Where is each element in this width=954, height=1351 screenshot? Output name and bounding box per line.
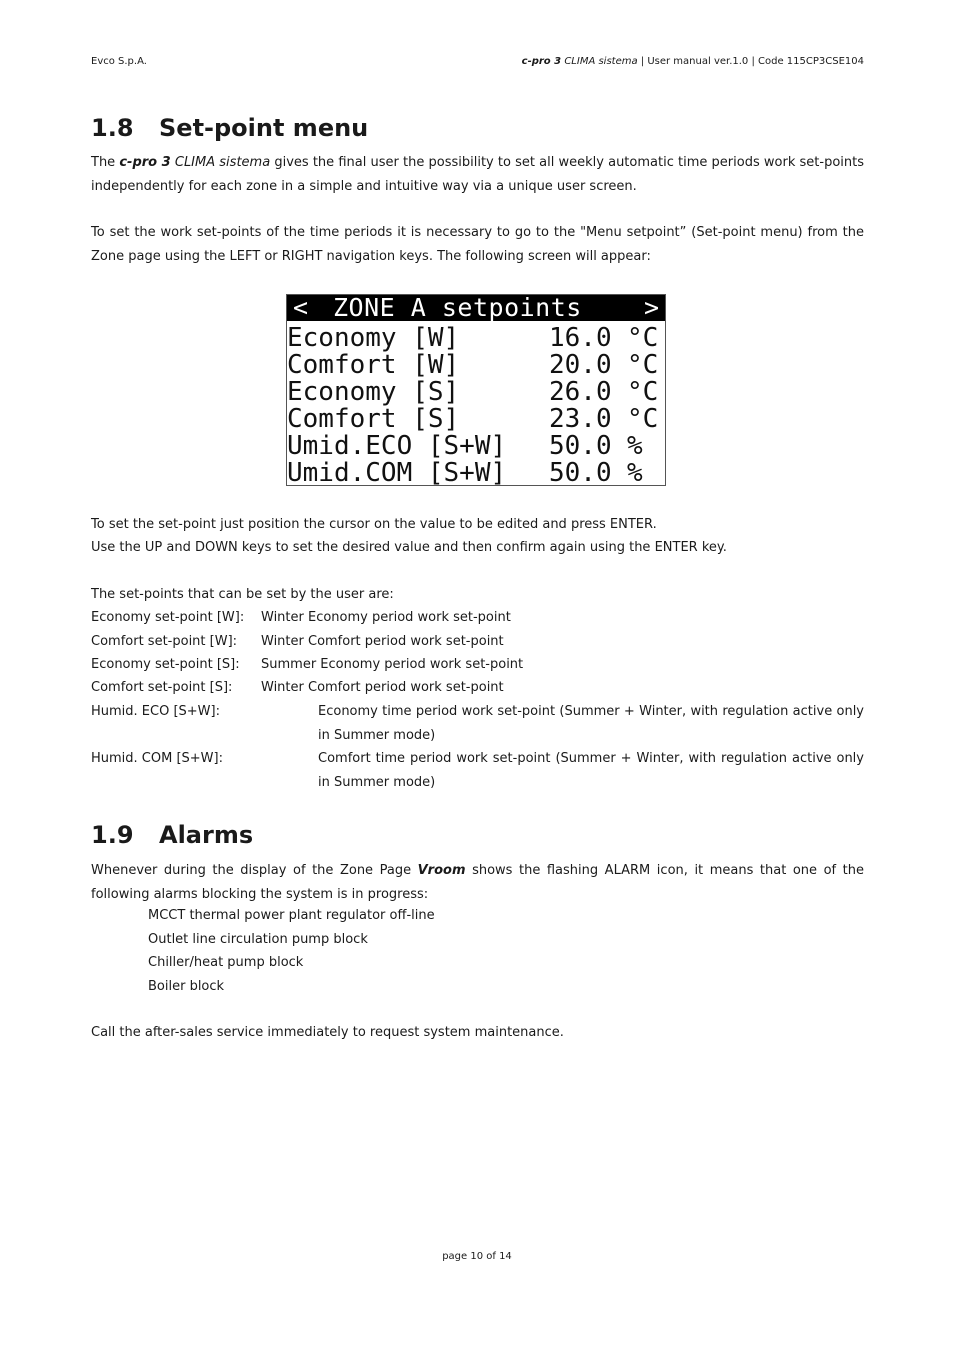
lcd-row-comfort-winter bbox=[287, 352, 666, 379]
section-title: Set-point menu bbox=[159, 114, 369, 142]
lcd-title: ZONE A setpoints bbox=[333, 294, 582, 322]
definition-value: Winter Comfort period work set-point bbox=[261, 634, 504, 649]
intro-product-bold: c-pro 3 bbox=[119, 155, 171, 170]
lcd-setpoint-screen bbox=[286, 294, 666, 486]
section-number: 1.8 bbox=[91, 114, 134, 142]
lcd-row-label: Economy [W] bbox=[287, 323, 460, 353]
lcd-left-arrow-icon: < bbox=[293, 294, 309, 322]
setpoint-list-intro: The set-points that can be set by the user are: bbox=[91, 587, 394, 602]
alarms-closing: Call the after-sales service immediately to request system maintenance. bbox=[91, 1025, 564, 1040]
definition-label: Economy set-point [S]: bbox=[91, 657, 240, 672]
lcd-row-humidity-eco bbox=[287, 433, 666, 460]
definition-label: Comfort set-point [S]: bbox=[91, 680, 233, 695]
section-number: 1.9 bbox=[91, 821, 134, 849]
lcd-row-unit: °C bbox=[627, 350, 659, 380]
alarms-intro-paragraph bbox=[91, 859, 864, 906]
section-heading-alarms bbox=[91, 821, 253, 849]
lcd-title-bar bbox=[287, 295, 665, 321]
lcd-row-label: Umid.COM [S+W] bbox=[287, 458, 507, 486]
lcd-row-unit: °C bbox=[627, 323, 659, 353]
lcd-row-unit: °C bbox=[627, 377, 659, 407]
lcd-row-value: 23.0 bbox=[549, 404, 612, 434]
lcd-row-label: Economy [S] bbox=[287, 377, 460, 407]
setpoint-edit-instruction-2: Use the UP and DOWN keys to set the desired value and then confirm again using the ENTER key. bbox=[91, 540, 727, 555]
alarm-item: Boiler block bbox=[148, 979, 225, 994]
lcd-row-label: Comfort [S] bbox=[287, 404, 460, 434]
lcd-row-unit: °C bbox=[627, 404, 659, 434]
page-number: page 10 of 14 bbox=[442, 1251, 512, 1262]
definition-value: Winter Comfort period work set-point bbox=[261, 680, 504, 695]
lcd-row-humidity-com bbox=[287, 460, 666, 486]
lcd-row-label: Comfort [W] bbox=[287, 350, 460, 380]
definition-label: Comfort set-point [W]: bbox=[91, 634, 238, 649]
alarms-vroom-bold: Vroom bbox=[417, 863, 466, 878]
intro-product-italic: CLIMA sistema bbox=[170, 155, 271, 170]
definition-label: Humid. COM [S+W]: bbox=[91, 751, 223, 766]
lcd-row-label: Umid.ECO [S+W] bbox=[287, 431, 507, 461]
lcd-row-economy-summer bbox=[287, 379, 666, 406]
lcd-row-value: 50.0 bbox=[549, 458, 612, 486]
lcd-row-value: 50.0 bbox=[549, 431, 612, 461]
lcd-row-unit: % bbox=[627, 458, 643, 486]
lcd-right-arrow-icon: > bbox=[643, 294, 659, 322]
alarms-text-pre: Whenever during the display of the Zone Page bbox=[91, 863, 418, 878]
lcd-row-economy-winter bbox=[287, 325, 666, 352]
lcd-row-value: 16.0 bbox=[549, 323, 612, 353]
definition-value: Comfort time period work set-point (Summer + Winter, with regulation active only in Summer mode) bbox=[318, 751, 864, 790]
header-product-bold: c-pro 3 bbox=[521, 56, 562, 67]
lcd-row-unit: % bbox=[627, 431, 643, 461]
header-manual-info bbox=[522, 56, 864, 67]
alarm-item: Chiller/heat pump block bbox=[148, 955, 304, 970]
setpoint-intro-paragraph bbox=[91, 151, 864, 198]
definition-label: Economy set-point [W]: bbox=[91, 610, 245, 625]
section-title: Alarms bbox=[159, 821, 254, 849]
setpoint-edit-instruction-1: To set the set-point just position the cursor on the value to be edited and press ENTER. bbox=[91, 517, 657, 532]
section-heading-setpoint bbox=[91, 114, 368, 142]
intro-text-pre: The bbox=[91, 155, 120, 170]
definition-label: Humid. ECO [S+W]: bbox=[91, 704, 220, 719]
alarm-item: MCCT thermal power plant regulator off-line bbox=[148, 908, 435, 923]
alarm-item: Outlet line circulation pump block bbox=[148, 932, 368, 947]
header-company: Evco S.p.A. bbox=[91, 56, 147, 67]
alarms-text-post: shows the flashing ALARM icon, it means that one of the following alarms blocking the system is in progress: bbox=[91, 863, 864, 902]
header-manual-code: | User manual ver.1.0 | Code 115CP3CSE104 bbox=[637, 56, 864, 67]
header-product-italic: CLIMA sistema bbox=[564, 56, 638, 67]
lcd-row-comfort-summer bbox=[287, 406, 666, 433]
definition-value: Winter Economy period work set-point bbox=[261, 610, 511, 625]
lcd-row-value: 20.0 bbox=[549, 350, 612, 380]
definition-value: Economy time period work set-point (Summer + Winter, with regulation active only in Summer mode) bbox=[318, 704, 864, 743]
lcd-row-value: 26.0 bbox=[549, 377, 612, 407]
definition-value: Summer Economy period work set-point bbox=[261, 657, 524, 672]
setpoint-navigation-paragraph: To set the work set-points of the time periods it is necessary to go to the "Menu setpoint” (Set-point menu) from the Zone page using the LEFT or RIGHT navigation keys. The following screen will appear: bbox=[91, 225, 864, 264]
intro-text-post: gives the final user the possibility to set all weekly automatic time periods work set-points independently for each zone in a simple and intuitive way via a unique user screen. bbox=[91, 155, 864, 194]
